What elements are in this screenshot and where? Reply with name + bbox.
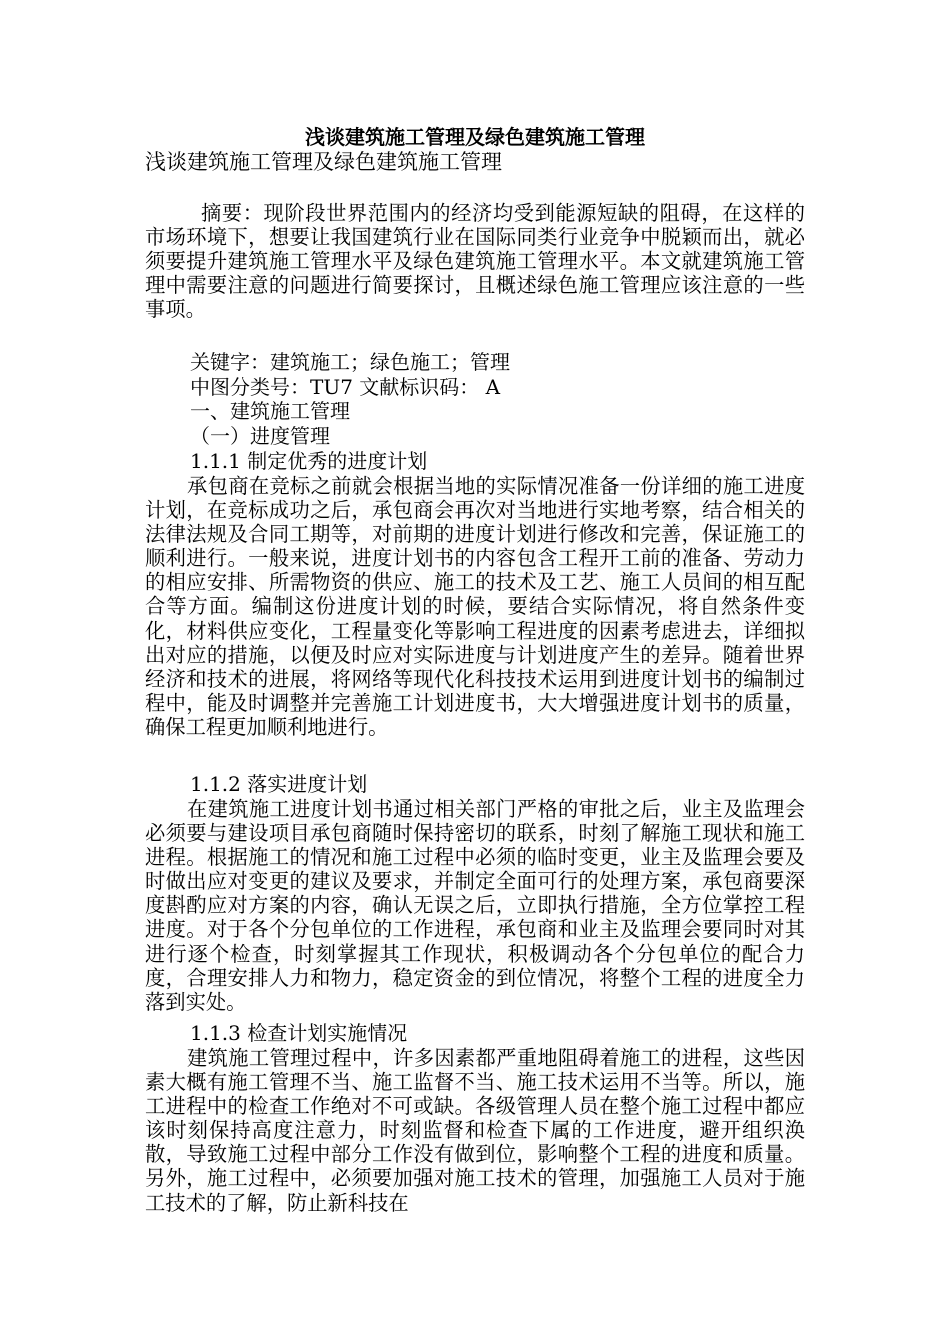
classification-line: 中图分类号：TU7 文献标识码： A (190, 375, 501, 399)
keywords-line: 关键字：建筑施工；绿色施工；管理 (190, 350, 510, 374)
abstract-paragraph: 摘要：现阶段世界范围内的经济均受到能源短缺的阻碍，在这样的市场环境下，想要让我国建筑行业在国际同类行业竞争中脱颖而出，就必须要提升建筑施工管理水平及绿色建筑施工管理水平。本文就建筑施工管理中需要注意的问题进行简要探讨，且概述绿色施工管理应该注意的一些事项。 (145, 201, 805, 322)
subsubsection-heading-1-1-1: 1.1.1 制定优秀的进度计划 (190, 449, 428, 473)
body-paragraph-1-1-1: 承包商在竞标之前就会根据当地的实际情况准备一份详细的施工进度计划，在竞标成功之后，承包商会再次对当地进行实地考察，结合相关的法律法规及合同工期等，对前期的进度计划进行修改和完善，保证施工的顺利进行。一般来说，进度计划书的内容包含工程开工前的准备、劳动力的相应安排、所需物资的供应、施工的技术及工艺、施工人员间的相互配合等方面。编制这份进度计划的时候，要结合实际情况，将自然条件变化，材料供应变化，工程量变化等影响工程进度的因素考虑进去，详细拟出对应的措施，以便及时应对实际进度与计划进度产生的差异。随着世界经济和技术的进展，将网络等现代化科技技术运用到进度计划书的编制过程中，能及时调整并完善施工计划进度书，大大增强进度计划书的质量，确保工程更加顺利地进行。 (145, 474, 805, 739)
document-title: 浅谈建筑施工管理及绿色建筑施工管理 (305, 125, 645, 149)
subsection-heading: （一）进度管理 (190, 424, 330, 448)
subsubsection-heading-1-1-2: 1.1.2 落实进度计划 (190, 772, 368, 796)
document-subtitle: 浅谈建筑施工管理及绿色建筑施工管理 (145, 150, 502, 174)
section-heading: 一、建筑施工管理 (190, 399, 350, 423)
subsubsection-heading-1-1-3: 1.1.3 检查计划实施情况 (190, 1021, 408, 1045)
body-paragraph-1-1-2: 在建筑施工进度计划书通过相关部门严格的审批之后，业主及监理会必须要与建设项目承包商随时保持密切的联系，时刻了解施工现状和施工进程。根据施工的情况和施工过程中必须的临时变更，业主及监理会要及时做出应对变更的建议及要求，并制定全面可行的处理方案，承包商要深度斟酌应对方案的内容，确认无误之后，立即执行措施，全方位掌控工程进度。对于各个分包单位的工作进程，承包商和业主及监理会要同时对其进行逐个检查，时刻掌握其工作现状，积极调动各个分包单位的配合力度，合理安排人力和物力，稳定资金的到位情况，将整个工程的进度全力落到实处。 (145, 797, 805, 1014)
body-paragraph-1-1-3: 建筑施工管理过程中，许多因素都严重地阻碍着施工的进程，这些因素大概有施工管理不当、施工监督不当、施工技术运用不当等。所以，施工进程中的检查工作绝对不可或缺。各级管理人员在整个施工过程中都应该时刻保持高度注意力，时刻监督和检查下属的工作进度，避开组织涣散，导致施工过程中部分工作没有做到位，影响整个工程的进度和质量。另外，施工过程中，必须要加强对施工技术的管理，加强施工人员对于施工技术的了解，防止新科技在 (145, 1046, 805, 1215)
